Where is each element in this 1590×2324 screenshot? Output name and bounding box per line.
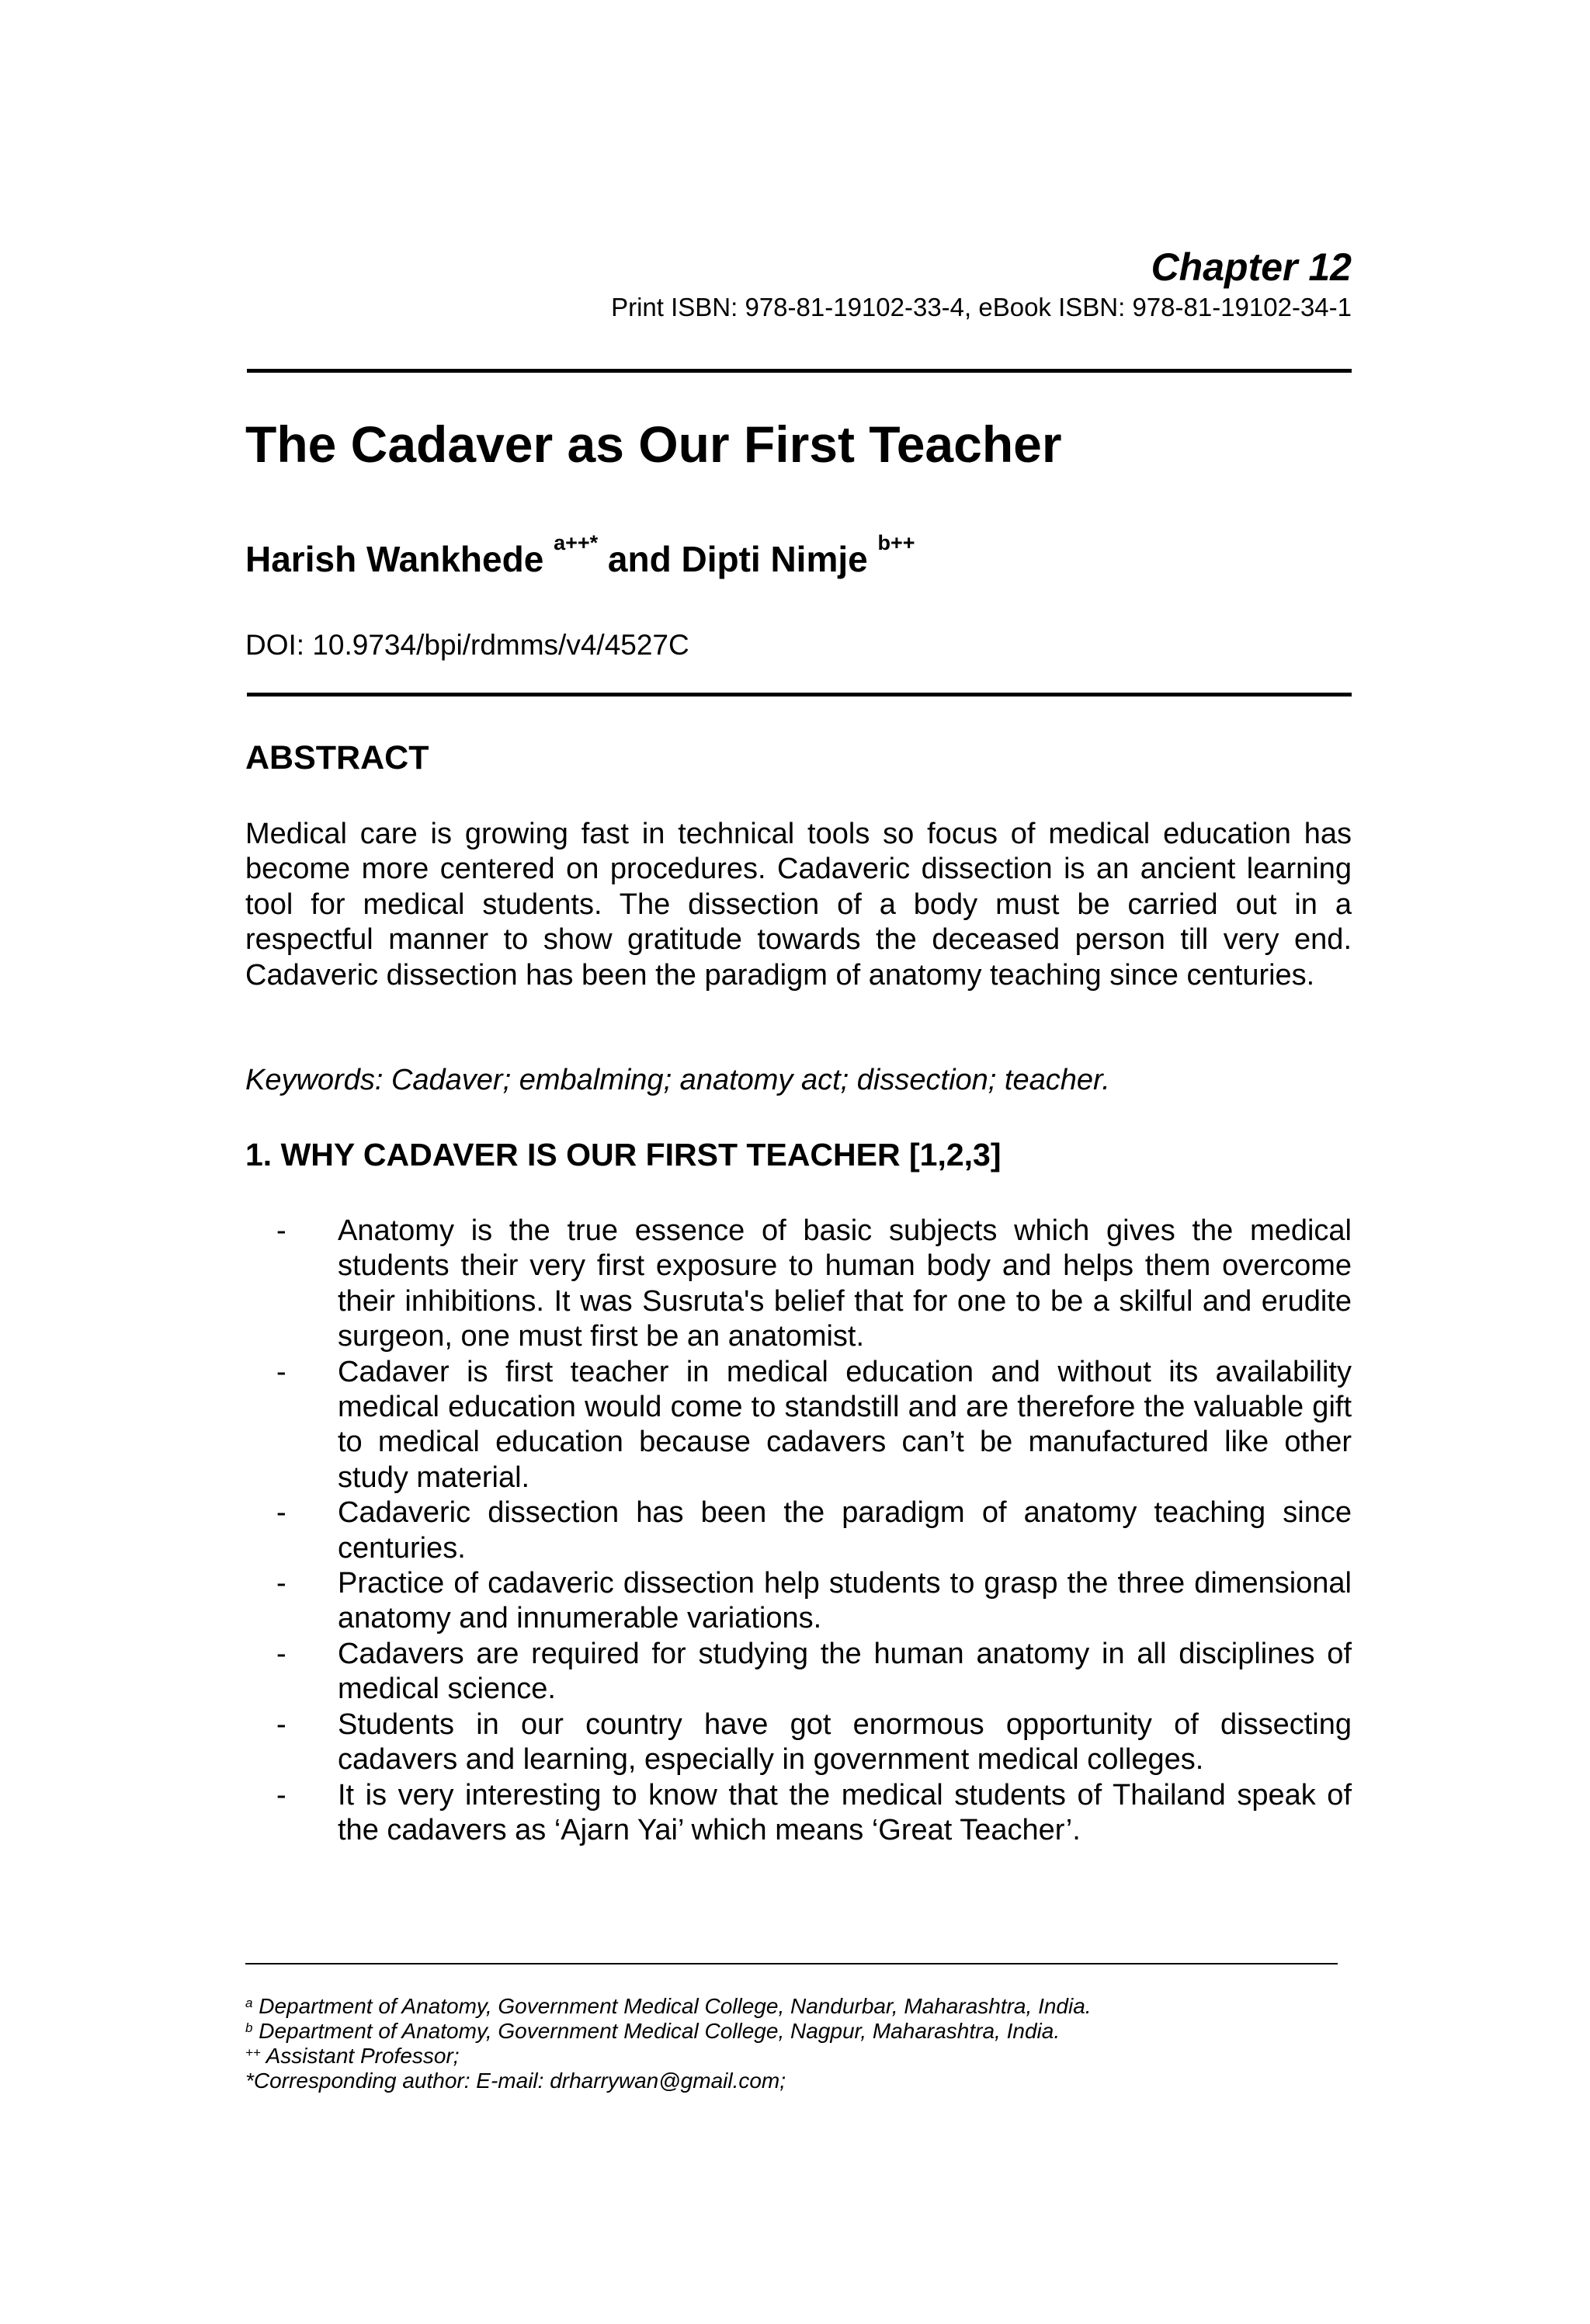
footnote-text-pp: Assistant Professor; bbox=[266, 2044, 460, 2068]
list-item-text: Anatomy is the true essence of basic subjects which gives the medical students their very first exposure to human body and helps them overcome their inhibitions. It was Susruta's belief that for one to be a skilful and erudite surgeon, one must first be an anatomist. bbox=[338, 1214, 1352, 1353]
section-1-bullet-list bbox=[245, 1214, 1352, 1848]
bullet-dash: - bbox=[276, 1778, 286, 1812]
list-item bbox=[245, 1566, 1352, 1637]
bullet-dash: - bbox=[276, 1707, 286, 1741]
author-affiliation-1: a++* bbox=[554, 531, 599, 554]
footnote-text-b: Department of Anatomy, Government Medical College, Nagpur, Maharashtra, India. bbox=[259, 2019, 1061, 2043]
list-item-text: Students in our country have got enormous opportunity of dissecting cadavers and learning, especially in government medical colleges. bbox=[338, 1707, 1352, 1777]
list-item bbox=[245, 1355, 1352, 1496]
author-affiliation-2: b++ bbox=[877, 531, 915, 554]
author-join: and bbox=[607, 539, 672, 579]
author-name-1: Harish Wankhede bbox=[245, 539, 544, 579]
footnote-marker-pp: ++ bbox=[245, 2045, 261, 2060]
footnote-affiliation-b bbox=[245, 2019, 1092, 2044]
abstract-text: Medical care is growing fast in technical tools so focus of medical education has become more centered on procedures. Cadaveric dissection is an ancient learning tool for medical students. The dissection of a body must be carried out in a respectful manner to show gratitude towards the deceased person till very end. Cadaveric dissection has been the paradigm of anatomy teaching since centuries. bbox=[245, 818, 1352, 992]
list-item bbox=[245, 1778, 1352, 1849]
abstract-heading: ABSTRACT bbox=[245, 739, 429, 776]
list-item bbox=[245, 1495, 1352, 1566]
chapter-number: Chapter 12 bbox=[1151, 245, 1352, 289]
footnote-position bbox=[245, 2044, 1092, 2069]
article-title: The Cadaver as Our First Teacher bbox=[245, 415, 1062, 473]
footnotes bbox=[245, 1994, 1092, 2093]
bullet-dash: - bbox=[276, 1355, 286, 1388]
footnote-marker-b: b bbox=[245, 2020, 253, 2035]
doi-line: DOI: 10.9734/bpi/rdmms/v4/4527C bbox=[245, 629, 689, 661]
list-item bbox=[245, 1214, 1352, 1355]
footnote-divider bbox=[245, 1963, 1338, 1964]
footnote-text-a: Department of Anatomy, Government Medical College, Nandurbar, Maharashtra, India. bbox=[259, 1994, 1092, 2018]
list-item bbox=[245, 1707, 1352, 1778]
isbn-line: Print ISBN: 978-81-19102-33-4, eBook ISBN: 978-81-19102-34-1 bbox=[611, 293, 1352, 321]
footnote-affiliation-a bbox=[245, 1994, 1092, 2019]
list-item-text: Practice of cadaveric dissection help students to grasp the three dimensional anatomy and innumerable variations. bbox=[338, 1567, 1352, 1635]
bullet-dash: - bbox=[276, 1214, 286, 1247]
list-item-text: Cadaveric dissection has been the paradigm of anatomy teaching since centuries. bbox=[338, 1496, 1352, 1565]
bullet-dash: - bbox=[276, 1496, 286, 1530]
footnote-marker-a: a bbox=[245, 1996, 253, 2010]
bullet-dash: - bbox=[276, 1567, 286, 1600]
list-item bbox=[245, 1637, 1352, 1707]
keywords-line: Keywords: Cadaver; embalming; anatomy act; dissection; teacher. bbox=[245, 1064, 1110, 1096]
author-line bbox=[245, 531, 915, 581]
top-divider bbox=[247, 369, 1352, 373]
list-item-text: Cadaver is first teacher in medical education and without its availability medical education would come to standstill and are therefore the valuable gift to medical education because cadavers can’t be manufactured like other study material. bbox=[338, 1355, 1352, 1494]
list-item-text: Cadavers are required for studying the human anatomy in all disciplines of medical science. bbox=[338, 1637, 1352, 1706]
footnote-corresponding-author: *Corresponding author: E-mail: drharrywan@gmail.com; bbox=[245, 2069, 786, 2093]
bullet-dash: - bbox=[276, 1637, 286, 1670]
header-bottom-divider bbox=[247, 693, 1352, 697]
section-1-heading: 1. WHY CADAVER IS OUR FIRST TEACHER [1,2,3] bbox=[245, 1137, 1002, 1172]
list-item-text: It is very interesting to know that the medical students of Thailand speak of the cadavers as ‘Ajarn Yai’ which means ‘Great Teacher’. bbox=[338, 1778, 1352, 1846]
author-name-2: Dipti Nimje bbox=[681, 539, 868, 579]
